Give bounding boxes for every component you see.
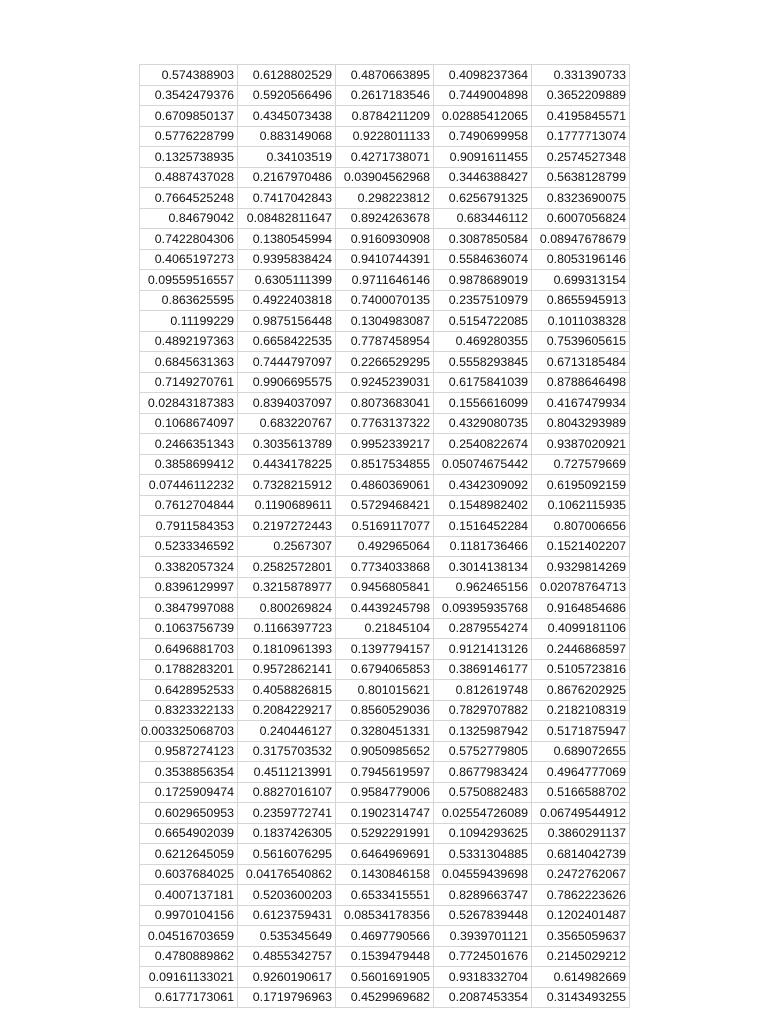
table-cell[interactable]: 0.2266529295: [336, 352, 434, 373]
table-cell[interactable]: 0.469280355: [434, 331, 532, 352]
table-row: [140, 905, 630, 926]
table-cell[interactable]: 0.9164854686: [532, 598, 630, 619]
table-row: [140, 823, 630, 844]
table-cell[interactable]: 0.6177173061: [140, 987, 238, 1008]
table-cell[interactable]: 0.5331304885: [434, 844, 532, 865]
table-row: [140, 680, 630, 701]
table-row: [140, 598, 630, 619]
table-cell[interactable]: 0.3869146177: [434, 659, 532, 680]
table-cell[interactable]: 0.7787458954: [336, 331, 434, 352]
table-cell[interactable]: 0.2087453354: [434, 987, 532, 1008]
table-cell[interactable]: 0.3215878977: [238, 577, 336, 598]
table-cell[interactable]: 0.8323322133: [140, 700, 238, 721]
table-row: [140, 639, 630, 660]
table-cell[interactable]: 0.7400070135: [336, 290, 434, 311]
table-cell[interactable]: 0.7539605615: [532, 331, 630, 352]
table-row: [140, 106, 630, 127]
table-cell[interactable]: 0.2574527348: [532, 147, 630, 168]
table-cell[interactable]: 0.7862223626: [532, 885, 630, 906]
table-cell[interactable]: 0.8788646498: [532, 372, 630, 393]
table-cell[interactable]: 0.1202401487: [532, 905, 630, 926]
table-cell[interactable]: 0.3538856354: [140, 762, 238, 783]
table-cell[interactable]: 0.807006656: [532, 516, 630, 537]
table-cell[interactable]: 0.8073683041: [336, 393, 434, 414]
table-cell[interactable]: 0.812619748: [434, 680, 532, 701]
table-row: [140, 516, 630, 537]
table-cell[interactable]: 0.8517534855: [336, 454, 434, 475]
table-cell[interactable]: 0.1094293625: [434, 823, 532, 844]
table-cell[interactable]: 0.5750882483: [434, 782, 532, 803]
table-body: [140, 65, 630, 1008]
table-row: [140, 147, 630, 168]
table-cell[interactable]: 0.6212645059: [140, 844, 238, 865]
table-cell[interactable]: 0.689072655: [532, 741, 630, 762]
table-cell[interactable]: 0.08947678679: [532, 229, 630, 250]
table-row: [140, 85, 630, 106]
table-cell[interactable]: 0.1902314747: [336, 803, 434, 824]
table-cell[interactable]: 0.1810961393: [238, 639, 336, 660]
table-cell[interactable]: 0.4167479934: [532, 393, 630, 414]
table-cell[interactable]: 0.1325738935: [140, 147, 238, 168]
table-cell[interactable]: 0.1837426305: [238, 823, 336, 844]
table-row: [140, 557, 630, 578]
table-row: [140, 864, 630, 885]
table-cell[interactable]: 0.5729468421: [336, 495, 434, 516]
table-cell[interactable]: 0.6029650953: [140, 803, 238, 824]
table-row: [140, 65, 630, 86]
table-cell[interactable]: 0.6007056824: [532, 208, 630, 229]
table-cell[interactable]: 0.863625595: [140, 290, 238, 311]
table-cell[interactable]: 0.2359772741: [238, 803, 336, 824]
table-row: [140, 249, 630, 270]
table-cell[interactable]: 0.4329080735: [434, 413, 532, 434]
table-cell[interactable]: 0.8677983424: [434, 762, 532, 783]
table-cell[interactable]: 0.5233346592: [140, 536, 238, 557]
table-row: [140, 885, 630, 906]
table-cell[interactable]: 0.3446388427: [434, 167, 532, 188]
table-row: [140, 495, 630, 516]
table-cell[interactable]: 0.6658422535: [238, 331, 336, 352]
table-cell[interactable]: 0.7149270761: [140, 372, 238, 393]
table-cell[interactable]: 0.02885412065: [434, 106, 532, 127]
table-cell[interactable]: 0.5154722085: [434, 311, 532, 332]
table-row: [140, 229, 630, 250]
table-cell[interactable]: 0.5169117077: [336, 516, 434, 537]
table-cell[interactable]: 0.7664525248: [140, 188, 238, 209]
table-cell[interactable]: 0.84679042: [140, 208, 238, 229]
table-cell[interactable]: 0.574388903: [140, 65, 238, 86]
table-cell[interactable]: 0.4511213991: [238, 762, 336, 783]
table-cell[interactable]: 0.2446868597: [532, 639, 630, 660]
table-cell[interactable]: 0.1190689611: [238, 495, 336, 516]
table-cell[interactable]: 0.1725909474: [140, 782, 238, 803]
table-cell[interactable]: 0.5752779805: [434, 741, 532, 762]
table-cell[interactable]: 0.699313154: [532, 270, 630, 291]
table-cell[interactable]: 0.6709850137: [140, 106, 238, 127]
table-cell[interactable]: 0.8827016107: [238, 782, 336, 803]
table-cell[interactable]: 0.8394037097: [238, 393, 336, 414]
table-cell[interactable]: 0.6256791325: [434, 188, 532, 209]
table-cell[interactable]: 0.5105723816: [532, 659, 630, 680]
table-cell[interactable]: 0.1062115935: [532, 495, 630, 516]
table-row: [140, 700, 630, 721]
table-cell[interactable]: 0.7490699958: [434, 126, 532, 147]
table-cell[interactable]: 0.3035613789: [238, 434, 336, 455]
table-cell[interactable]: 0.6533415551: [336, 885, 434, 906]
table-cell[interactable]: 0.6428952533: [140, 680, 238, 701]
table-cell[interactable]: 0.9260190617: [238, 967, 336, 988]
table-cell[interactable]: 0.02554726089: [434, 803, 532, 824]
table-row: [140, 208, 630, 229]
table-cell[interactable]: 0.9970104156: [140, 905, 238, 926]
table-cell[interactable]: 0.2617183546: [336, 85, 434, 106]
table-cell[interactable]: 0.9228011133: [336, 126, 434, 147]
table-cell[interactable]: 0.4098237364: [434, 65, 532, 86]
table-cell[interactable]: 0.9875156448: [238, 311, 336, 332]
table-cell[interactable]: 0.1719796963: [238, 987, 336, 1008]
table-cell[interactable]: 0.4007137181: [140, 885, 238, 906]
table-cell[interactable]: 0.2472762067: [532, 864, 630, 885]
table-row: [140, 393, 630, 414]
table-cell[interactable]: 0.7328215912: [238, 475, 336, 496]
table-cell[interactable]: 0.8560529036: [336, 700, 434, 721]
table-cell[interactable]: 0.298223812: [336, 188, 434, 209]
table-cell[interactable]: 0.05074675442: [434, 454, 532, 475]
table-cell[interactable]: 0.1166397723: [238, 618, 336, 639]
table-cell[interactable]: 0.8676202925: [532, 680, 630, 701]
table-cell[interactable]: 0.5616076295: [238, 844, 336, 865]
table-cell[interactable]: 0.883149068: [238, 126, 336, 147]
table-cell[interactable]: 0.2197272443: [238, 516, 336, 537]
table-row: [140, 311, 630, 332]
table-cell[interactable]: 0.7734033868: [336, 557, 434, 578]
table-cell[interactable]: 0.6496881703: [140, 639, 238, 660]
table-cell[interactable]: 0.2879554274: [434, 618, 532, 639]
table-row: [140, 475, 630, 496]
table-cell[interactable]: 0.7763137322: [336, 413, 434, 434]
table-cell[interactable]: 0.5292291991: [336, 823, 434, 844]
table-cell[interactable]: 0.21845104: [336, 618, 434, 639]
table-cell[interactable]: 0.1777713074: [532, 126, 630, 147]
table-cell[interactable]: 0.4860369061: [336, 475, 434, 496]
table-row: [140, 536, 630, 557]
table-cell[interactable]: 0.1556616099: [434, 393, 532, 414]
table-cell[interactable]: 0.6305111399: [238, 270, 336, 291]
table-cell[interactable]: 0.7724501676: [434, 946, 532, 967]
table-cell[interactable]: 0.3014138134: [434, 557, 532, 578]
table-cell[interactable]: 0.683446112: [434, 208, 532, 229]
table-row: [140, 844, 630, 865]
table-cell[interactable]: 0.04176540862: [238, 864, 336, 885]
table-cell[interactable]: 0.04516703659: [140, 926, 238, 947]
table-cell[interactable]: 0.8323690075: [532, 188, 630, 209]
table-cell[interactable]: 0.2167970486: [238, 167, 336, 188]
table-row: [140, 721, 630, 742]
table-cell[interactable]: 0.1516452284: [434, 516, 532, 537]
table-cell[interactable]: 0.1788283201: [140, 659, 238, 680]
table-row: [140, 290, 630, 311]
table-cell[interactable]: 0.6654902039: [140, 823, 238, 844]
table-cell[interactable]: 0.614982669: [532, 967, 630, 988]
table-cell[interactable]: 0.6464969691: [336, 844, 434, 865]
table-cell[interactable]: 0.4345073438: [238, 106, 336, 127]
table-row: [140, 618, 630, 639]
table-cell[interactable]: 0.6123759431: [238, 905, 336, 926]
table-cell[interactable]: 0.801015621: [336, 680, 434, 701]
table-cell[interactable]: 0.3280451331: [336, 721, 434, 742]
table-cell[interactable]: 0.11199229: [140, 311, 238, 332]
table-cell[interactable]: 0.1011038328: [532, 311, 630, 332]
table-cell[interactable]: 0.3087850584: [434, 229, 532, 250]
table-cell[interactable]: 0.1521402207: [532, 536, 630, 557]
table-cell[interactable]: 0.02078764713: [532, 577, 630, 598]
table-cell[interactable]: 0.5584636074: [434, 249, 532, 270]
table-row: [140, 434, 630, 455]
table-cell[interactable]: 0.240446127: [238, 721, 336, 742]
table-row: [140, 782, 630, 803]
table-cell[interactable]: 0.6845631363: [140, 352, 238, 373]
table-cell[interactable]: 0.4697790566: [336, 926, 434, 947]
table-row: [140, 270, 630, 291]
table-cell[interactable]: 0.1063756739: [140, 618, 238, 639]
table-cell[interactable]: 0.4099181106: [532, 618, 630, 639]
table-cell[interactable]: 0.5776228799: [140, 126, 238, 147]
table-cell[interactable]: 0.8043293989: [532, 413, 630, 434]
table-cell[interactable]: 0.9329814269: [532, 557, 630, 578]
table-cell[interactable]: 0.3175703532: [238, 741, 336, 762]
table-cell[interactable]: 0.1380545994: [238, 229, 336, 250]
table-cell[interactable]: 0.09161133021: [140, 967, 238, 988]
table-cell[interactable]: 0.2084229217: [238, 700, 336, 721]
table-row: [140, 413, 630, 434]
table-cell[interactable]: 0.962465156: [434, 577, 532, 598]
table-cell[interactable]: 0.06749544912: [532, 803, 630, 824]
table-cell[interactable]: 0.03904562968: [336, 167, 434, 188]
table-cell[interactable]: 0.683220767: [238, 413, 336, 434]
table-cell[interactable]: 0.3542479376: [140, 85, 238, 106]
table-cell[interactable]: 0.9410744391: [336, 249, 434, 270]
table-cell[interactable]: 0.6195092159: [532, 475, 630, 496]
table-cell[interactable]: 0.2357510979: [434, 290, 532, 311]
table-cell[interactable]: 0.4342309092: [434, 475, 532, 496]
table-cell[interactable]: 0.9584779006: [336, 782, 434, 803]
table-cell[interactable]: 0.1430846158: [336, 864, 434, 885]
table-cell[interactable]: 0.5203600203: [238, 885, 336, 906]
table-cell[interactable]: 0.1397794157: [336, 639, 434, 660]
table-cell[interactable]: 0.4870663895: [336, 65, 434, 86]
table-cell[interactable]: 0.4922403818: [238, 290, 336, 311]
table-cell[interactable]: 0.08534178356: [336, 905, 434, 926]
table-row: [140, 188, 630, 209]
table-cell[interactable]: 0.5601691905: [336, 967, 434, 988]
table-row: [140, 967, 630, 988]
table-cell[interactable]: 0.4439245798: [336, 598, 434, 619]
table-cell[interactable]: 0.4058826815: [238, 680, 336, 701]
table-cell[interactable]: 0.9587274123: [140, 741, 238, 762]
table-cell[interactable]: 0.07446112232: [140, 475, 238, 496]
table-cell[interactable]: 0.3382057324: [140, 557, 238, 578]
table-cell[interactable]: 0.7612704844: [140, 495, 238, 516]
table-cell[interactable]: 0.6794065853: [336, 659, 434, 680]
table-cell[interactable]: 0.4529969682: [336, 987, 434, 1008]
table-cell[interactable]: 0.9245239031: [336, 372, 434, 393]
table-cell[interactable]: 0.5171875947: [532, 721, 630, 742]
table-cell[interactable]: 0.5558293845: [434, 352, 532, 373]
table-row: [140, 946, 630, 967]
table-cell[interactable]: 0.2540822674: [434, 434, 532, 455]
table-cell[interactable]: 0.3565059637: [532, 926, 630, 947]
table-cell[interactable]: 0.7945619597: [336, 762, 434, 783]
table-cell[interactable]: 0.9121413126: [434, 639, 532, 660]
table-cell[interactable]: 0.5166588702: [532, 782, 630, 803]
table-cell[interactable]: 0.8924263678: [336, 208, 434, 229]
table-cell[interactable]: 0.331390733: [532, 65, 630, 86]
table-cell[interactable]: 0.9711646146: [336, 270, 434, 291]
table-cell[interactable]: 0.9456805841: [336, 577, 434, 598]
table-cell[interactable]: 0.7449004898: [434, 85, 532, 106]
table-cell[interactable]: 0.5267839448: [434, 905, 532, 926]
table-cell[interactable]: 0.4271738071: [336, 147, 434, 168]
table-cell[interactable]: 0.3858699412: [140, 454, 238, 475]
table-cell[interactable]: 0.8784211209: [336, 106, 434, 127]
table-cell[interactable]: 0.4892197363: [140, 331, 238, 352]
table-cell[interactable]: 0.3143493255: [532, 987, 630, 1008]
table-cell[interactable]: 0.8053196146: [532, 249, 630, 270]
table-cell[interactable]: 0.2567307: [238, 536, 336, 557]
table-cell[interactable]: 0.04559439698: [434, 864, 532, 885]
table-cell[interactable]: 0.1548982402: [434, 495, 532, 516]
table-cell[interactable]: 0.4964777069: [532, 762, 630, 783]
table-cell[interactable]: 0.4434178225: [238, 454, 336, 475]
table-cell[interactable]: 0.8655945913: [532, 290, 630, 311]
table-cell[interactable]: 0.5638128799: [532, 167, 630, 188]
table-cell[interactable]: 0.4780889862: [140, 946, 238, 967]
table-cell[interactable]: 0.09395935768: [434, 598, 532, 619]
table-row: [140, 659, 630, 680]
table-cell[interactable]: 0.3939701121: [434, 926, 532, 947]
table-cell[interactable]: 0.3652209889: [532, 85, 630, 106]
table-cell[interactable]: 0.1325987942: [434, 721, 532, 742]
table-cell[interactable]: 0.9395838424: [238, 249, 336, 270]
table-cell[interactable]: 0.2466351343: [140, 434, 238, 455]
table-cell[interactable]: 0.08482811647: [238, 208, 336, 229]
table-row: [140, 987, 630, 1008]
table-cell[interactable]: 0.9050985652: [336, 741, 434, 762]
table-cell[interactable]: 0.6713185484: [532, 352, 630, 373]
table-cell[interactable]: 0.6037684025: [140, 864, 238, 885]
table-cell[interactable]: 0.7417042843: [238, 188, 336, 209]
table-cell[interactable]: 0.9906695575: [238, 372, 336, 393]
table-cell[interactable]: 0.9160930908: [336, 229, 434, 250]
table-cell[interactable]: 0.6814042739: [532, 844, 630, 865]
table-cell[interactable]: 0.7422804306: [140, 229, 238, 250]
table-cell[interactable]: 0.1068674097: [140, 413, 238, 434]
table-row: [140, 926, 630, 947]
table-cell[interactable]: 0.2582572801: [238, 557, 336, 578]
table-cell[interactable]: 0.9318332704: [434, 967, 532, 988]
table-cell[interactable]: 0.4065197273: [140, 249, 238, 270]
table-cell[interactable]: 0.7911584353: [140, 516, 238, 537]
table-cell[interactable]: 0.727579669: [532, 454, 630, 475]
table-row: [140, 331, 630, 352]
table-cell[interactable]: 0.7444797097: [238, 352, 336, 373]
table-row: [140, 167, 630, 188]
table-cell[interactable]: 0.5920566496: [238, 85, 336, 106]
table-cell[interactable]: 0.7829707882: [434, 700, 532, 721]
table-cell[interactable]: 0.1304983087: [336, 311, 434, 332]
table-cell[interactable]: 0.492965064: [336, 536, 434, 557]
table-cell[interactable]: 0.2145029212: [532, 946, 630, 967]
table-cell[interactable]: 0.9952339217: [336, 434, 434, 455]
table-cell[interactable]: 0.3847997088: [140, 598, 238, 619]
table-cell[interactable]: 0.9387020921: [532, 434, 630, 455]
table-row: [140, 577, 630, 598]
data-table: [139, 64, 630, 1008]
table-cell[interactable]: 0.003325068703: [140, 721, 238, 742]
table-cell[interactable]: 0.2182108319: [532, 700, 630, 721]
table-row: [140, 741, 630, 762]
table-row: [140, 372, 630, 393]
table-cell[interactable]: 0.1181736466: [434, 536, 532, 557]
table-row: [140, 762, 630, 783]
table-row: [140, 454, 630, 475]
table-cell[interactable]: 0.4195845571: [532, 106, 630, 127]
table-cell[interactable]: 0.4855342757: [238, 946, 336, 967]
table-cell[interactable]: 0.535345649: [238, 926, 336, 947]
table-cell[interactable]: 0.1539479448: [336, 946, 434, 967]
table-cell[interactable]: 0.6128802529: [238, 65, 336, 86]
table-row: [140, 126, 630, 147]
table-cell[interactable]: 0.3860291137: [532, 823, 630, 844]
table-row: [140, 803, 630, 824]
table-cell[interactable]: 0.6175841039: [434, 372, 532, 393]
table-cell[interactable]: 0.09559516557: [140, 270, 238, 291]
table-cell[interactable]: 0.4887437028: [140, 167, 238, 188]
table-cell[interactable]: 0.02843187383: [140, 393, 238, 414]
table-cell[interactable]: 0.34103519: [238, 147, 336, 168]
table-cell[interactable]: 0.8396129997: [140, 577, 238, 598]
table-row: [140, 352, 630, 373]
table-cell[interactable]: 0.9572862141: [238, 659, 336, 680]
table-cell[interactable]: 0.800269824: [238, 598, 336, 619]
table-cell[interactable]: 0.9091611455: [434, 147, 532, 168]
table-cell[interactable]: 0.8289663747: [434, 885, 532, 906]
table-cell[interactable]: 0.9878689019: [434, 270, 532, 291]
